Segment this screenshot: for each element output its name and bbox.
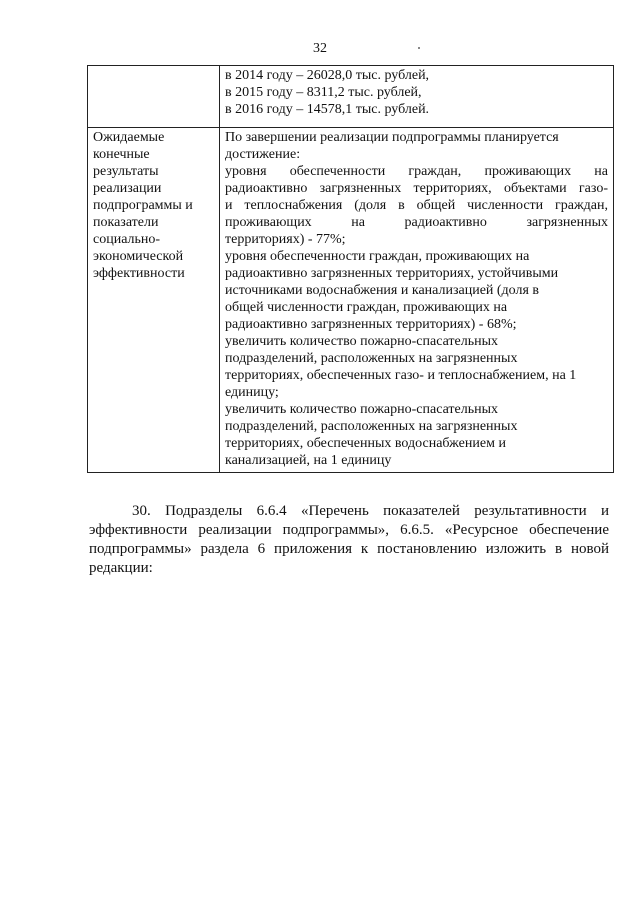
- content-line: достижение:: [225, 147, 301, 162]
- label-line: показатели: [93, 215, 159, 230]
- funding-label-cell: [88, 66, 220, 128]
- paragraph-line: 30. Подразделы 6.6.4 «Перечень показателей результативности и: [132, 503, 609, 519]
- label-line: экономической: [93, 249, 184, 264]
- expected-results-label-cell: [88, 128, 220, 473]
- content-line: увеличить количество пожарно-спасательных: [225, 334, 499, 349]
- scan-artifact: [418, 47, 420, 49]
- label-line: эффективности: [93, 266, 185, 281]
- content-line: канализацией, на 1 единицу: [225, 453, 392, 468]
- table-row-funding: [88, 66, 614, 128]
- content-line: территориях, обеспеченных газо- и теплоснабжением, на 1: [225, 368, 577, 383]
- paragraph-line: редакции:: [89, 560, 153, 576]
- page-number: 32: [313, 41, 327, 56]
- label-line: социально-: [93, 232, 161, 247]
- label-line: конечные: [93, 147, 150, 162]
- content-line: и теплоснабжения (доля в общей численности граждан,: [225, 198, 608, 213]
- funding-line: в 2014 году – 26028,0 тыс. рублей,: [225, 68, 430, 83]
- program-passport-table: [87, 65, 614, 473]
- paragraph-line: подпрограммы» раздела 6 приложения к постановлению изложить в новой: [89, 541, 609, 557]
- content-line: подразделений, расположенных на загрязненных: [225, 351, 518, 366]
- content-line: источниками водоснабжения и канализацией (доля в: [225, 283, 540, 298]
- paragraph-line: эффективности реализации подпрограммы», 6.6.5. «Ресурсное обеспечение: [89, 522, 609, 538]
- content-line: увеличить количество пожарно-спасательных: [225, 402, 499, 417]
- funding-line: в 2015 году – 8311,2 тыс. рублей,: [225, 85, 422, 100]
- content-line: уровня обеспеченности граждан, проживающих на: [225, 164, 608, 179]
- content-line: проживающих на радиоактивно загрязненных: [225, 215, 608, 230]
- table-row-expected-results: [88, 128, 614, 473]
- content-line: единицу;: [225, 385, 279, 400]
- label-line: Ожидаемые: [93, 130, 165, 145]
- content-line: уровня обеспеченности граждан, проживающих на: [225, 249, 530, 264]
- funding-line: в 2016 году – 14578,1 тыс. рублей.: [225, 102, 430, 117]
- content-line: радиоактивно загрязненных территориях, объектами газо-: [225, 181, 608, 196]
- content-line: территориях) - 77%;: [225, 232, 346, 247]
- label-line: результаты: [93, 164, 159, 179]
- content-line: радиоактивно загрязненных территориях) - 68%;: [225, 317, 517, 332]
- body-paragraph: [89, 502, 609, 578]
- content-line: территориях, обеспеченных водоснабжением и: [225, 436, 506, 451]
- content-line: радиоактивно загрязненных территориях, устойчивыми: [225, 266, 559, 281]
- label-line: подпрограммы и: [93, 198, 193, 213]
- content-line: общей численности граждан, проживающих на: [225, 300, 508, 315]
- content-line: По завершении реализации подпрограммы планируется: [225, 130, 559, 145]
- expected-results-content-cell: [220, 128, 614, 473]
- funding-content-cell: [220, 66, 614, 128]
- label-line: реализации: [93, 181, 162, 196]
- content-line: подразделений, расположенных на загрязненных: [225, 419, 518, 434]
